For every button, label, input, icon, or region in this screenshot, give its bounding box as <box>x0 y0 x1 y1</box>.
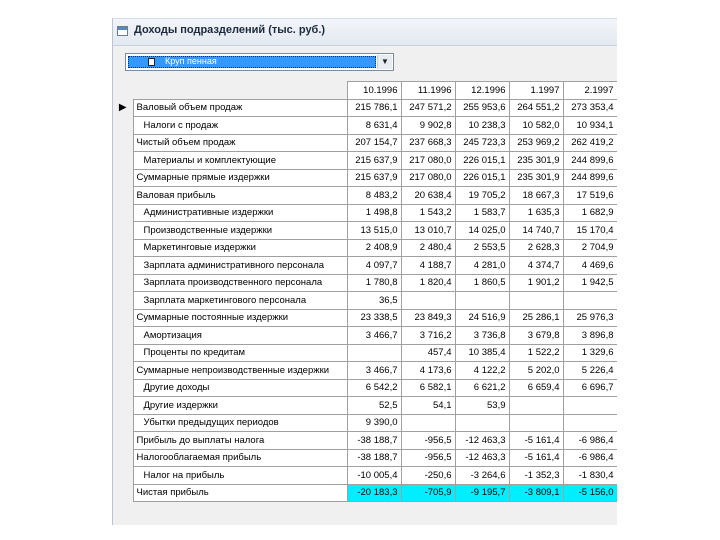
table-cell[interactable]: 5 202,0 <box>509 362 563 380</box>
income-grid <box>113 81 617 502</box>
table-cell[interactable]: 237 668,3 <box>401 134 455 152</box>
row-label[interactable]: Амортизация <box>133 327 347 345</box>
table-row[interactable] <box>113 309 617 327</box>
table-row[interactable] <box>113 152 617 170</box>
row-label[interactable]: Суммарные постоянные издержки <box>133 309 347 327</box>
table-cell[interactable]: -10 005,4 <box>347 467 401 485</box>
row-indicator[interactable] <box>113 432 133 450</box>
table-cell[interactable]: 245 723,3 <box>455 134 509 152</box>
table-cell[interactable] <box>455 414 509 432</box>
column-header[interactable]: 10.1996 <box>347 82 401 100</box>
table-row[interactable] <box>113 484 617 502</box>
table-cell[interactable]: 262 419,2 <box>563 134 617 152</box>
table-cell[interactable]: -1 830,4 <box>563 467 617 485</box>
table-cell[interactable]: 1 682,9 <box>563 204 617 222</box>
table-cell[interactable]: 4 097,7 <box>347 257 401 275</box>
table-cell[interactable]: 235 301,9 <box>509 152 563 170</box>
row-indicator[interactable] <box>113 344 133 362</box>
dropdown-arrow-icon[interactable]: ▼ <box>377 55 392 69</box>
table-cell[interactable] <box>509 292 563 310</box>
table-cell[interactable] <box>509 397 563 415</box>
row-label[interactable]: Валовый объем продаж <box>133 99 347 117</box>
table-cell[interactable]: 1 522,2 <box>509 344 563 362</box>
table-cell[interactable]: 23 849,3 <box>401 309 455 327</box>
row-label[interactable]: Материалы и комплектующие <box>133 152 347 170</box>
table-cell[interactable]: -5 161,4 <box>509 432 563 450</box>
table-cell[interactable]: 1 942,5 <box>563 274 617 292</box>
table-cell[interactable]: 8 483,2 <box>347 187 401 205</box>
table-cell[interactable]: 4 281,0 <box>455 257 509 275</box>
table-cell[interactable]: 215 637,9 <box>347 169 401 187</box>
report-window <box>112 18 617 525</box>
table-row[interactable] <box>113 344 617 362</box>
table-cell[interactable]: 247 571,2 <box>401 99 455 117</box>
table-cell[interactable] <box>563 414 617 432</box>
header-label-blank <box>133 82 347 100</box>
table-cell[interactable]: 5 226,4 <box>563 362 617 380</box>
table-row[interactable] <box>113 222 617 240</box>
table-cell[interactable]: -9 195,7 <box>455 484 509 502</box>
table-cell[interactable]: 244 899,6 <box>563 152 617 170</box>
table-cell[interactable] <box>455 292 509 310</box>
row-indicator[interactable] <box>113 362 133 380</box>
row-indicator[interactable] <box>113 257 133 275</box>
table-cell[interactable]: 273 353,4 <box>563 99 617 117</box>
column-header[interactable]: 1.1997 <box>509 82 563 100</box>
table-cell[interactable]: 1 901,2 <box>509 274 563 292</box>
table-cell[interactable]: 1 780,8 <box>347 274 401 292</box>
table-cell[interactable]: 10 238,3 <box>455 117 509 135</box>
table-row[interactable] <box>113 134 617 152</box>
row-label[interactable]: Суммарные прямые издержки <box>133 169 347 187</box>
row-indicator[interactable] <box>113 379 133 397</box>
column-header[interactable]: 11.1996 <box>401 82 455 100</box>
table-cell[interactable]: 9 390,0 <box>347 414 401 432</box>
table-cell[interactable]: 54,1 <box>401 397 455 415</box>
table-cell[interactable]: 10 385,4 <box>455 344 509 362</box>
table-cell[interactable]: 19 705,2 <box>455 187 509 205</box>
row-indicator[interactable] <box>113 222 133 240</box>
table-row[interactable] <box>113 414 617 432</box>
row-indicator[interactable] <box>113 309 133 327</box>
table-cell[interactable]: -956,5 <box>401 449 455 467</box>
table-cell[interactable]: 1 820,4 <box>401 274 455 292</box>
table-cell[interactable]: 6 659,4 <box>509 379 563 397</box>
table-cell[interactable] <box>401 292 455 310</box>
table-row[interactable] <box>113 327 617 345</box>
table-cell[interactable]: -1 352,3 <box>509 467 563 485</box>
table-row[interactable] <box>113 257 617 275</box>
table-cell[interactable]: 244 899,6 <box>563 169 617 187</box>
row-label[interactable]: Зарплата производственного персонала <box>133 274 347 292</box>
table-cell[interactable]: -3 809,1 <box>509 484 563 502</box>
table-cell[interactable]: 3 896,8 <box>563 327 617 345</box>
table-cell[interactable]: -6 986,4 <box>563 432 617 450</box>
table-cell[interactable]: 24 516,9 <box>455 309 509 327</box>
row-label[interactable]: Суммарные непроизводственные издержки <box>133 362 347 380</box>
table-row[interactable] <box>113 169 617 187</box>
table-cell[interactable]: -6 986,4 <box>563 449 617 467</box>
division-select-highlight <box>128 56 376 68</box>
table-cell[interactable]: -12 463,3 <box>455 449 509 467</box>
table-cell[interactable]: 3 716,2 <box>401 327 455 345</box>
table-cell[interactable]: 4 188,7 <box>401 257 455 275</box>
table-cell[interactable]: 1 583,7 <box>455 204 509 222</box>
row-label[interactable]: Валовая прибыль <box>133 187 347 205</box>
row-label[interactable]: Прибыль до выплаты налога <box>133 432 347 450</box>
column-header[interactable]: 2.1997 <box>563 82 617 100</box>
table-cell[interactable]: 2 408,9 <box>347 239 401 257</box>
table-cell[interactable]: 1 635,3 <box>509 204 563 222</box>
table-cell[interactable]: 457,4 <box>401 344 455 362</box>
table-cell[interactable]: 14 025,0 <box>455 222 509 240</box>
table-row[interactable] <box>113 449 617 467</box>
table-cell[interactable]: 10 582,0 <box>509 117 563 135</box>
table-cell[interactable]: 4 122,2 <box>455 362 509 380</box>
table-cell[interactable]: 4 173,6 <box>401 362 455 380</box>
row-indicator[interactable] <box>113 292 133 310</box>
table-cell[interactable]: 3 736,8 <box>455 327 509 345</box>
row-label[interactable]: Чистый объем продаж <box>133 134 347 152</box>
row-indicator[interactable] <box>113 449 133 467</box>
table-cell[interactable]: 13 515,0 <box>347 222 401 240</box>
window-app-icon <box>117 26 128 36</box>
row-label[interactable]: Убытки предыдущих периодов <box>133 414 347 432</box>
row-label[interactable]: Другие издержки <box>133 397 347 415</box>
table-row[interactable] <box>113 379 617 397</box>
table-row[interactable] <box>113 432 617 450</box>
table-cell[interactable]: 1 498,8 <box>347 204 401 222</box>
table-cell[interactable]: 36,5 <box>347 292 401 310</box>
table-row[interactable] <box>113 117 617 135</box>
table-row[interactable] <box>113 467 617 485</box>
row-indicator[interactable] <box>113 397 133 415</box>
table-cell[interactable]: 226 015,1 <box>455 152 509 170</box>
table-cell[interactable]: 17 519,6 <box>563 187 617 205</box>
header-corner <box>113 82 133 100</box>
table-row[interactable] <box>113 362 617 380</box>
row-label[interactable]: Проценты по кредитам <box>133 344 347 362</box>
table-row[interactable] <box>113 187 617 205</box>
row-label[interactable]: Маркетинговые издержки <box>133 239 347 257</box>
division-select[interactable] <box>125 53 394 71</box>
table-row[interactable] <box>113 239 617 257</box>
table-row[interactable] <box>113 274 617 292</box>
table-cell[interactable]: 1 860,5 <box>455 274 509 292</box>
window-title: Доходы подразделений (тыс. руб.) <box>134 24 326 36</box>
table-cell[interactable]: 6 696,7 <box>563 379 617 397</box>
table-cell[interactable]: 6 621,2 <box>455 379 509 397</box>
table-cell[interactable]: 13 010,7 <box>401 222 455 240</box>
table-cell[interactable]: 15 170,4 <box>563 222 617 240</box>
row-indicator[interactable] <box>113 239 133 257</box>
table-cell[interactable]: 4 374,7 <box>509 257 563 275</box>
table-cell[interactable]: 3 466,7 <box>347 327 401 345</box>
title-bar[interactable] <box>113 19 617 46</box>
table-cell[interactable]: 18 667,3 <box>509 187 563 205</box>
table-cell[interactable] <box>401 414 455 432</box>
table-cell[interactable]: -20 183,3 <box>347 484 401 502</box>
table-cell[interactable]: -5 161,4 <box>509 449 563 467</box>
table-cell[interactable]: 2 553,5 <box>455 239 509 257</box>
table-cell[interactable]: 25 976,3 <box>563 309 617 327</box>
row-label[interactable]: Административные издержки <box>133 204 347 222</box>
row-indicator[interactable] <box>113 169 133 187</box>
table-row[interactable] <box>113 292 617 310</box>
document-icon <box>148 58 155 66</box>
row-indicator[interactable] <box>113 117 133 135</box>
table-cell[interactable]: 10 934,1 <box>563 117 617 135</box>
table-cell[interactable]: 235 301,9 <box>509 169 563 187</box>
table-cell[interactable]: 217 080,0 <box>401 152 455 170</box>
table-row[interactable] <box>113 204 617 222</box>
table-cell[interactable]: -705,9 <box>401 484 455 502</box>
table-cell[interactable]: 217 080,0 <box>401 169 455 187</box>
row-indicator[interactable] <box>113 274 133 292</box>
table-cell[interactable] <box>509 414 563 432</box>
row-indicator[interactable] <box>113 152 133 170</box>
table-cell[interactable]: 3 679,8 <box>509 327 563 345</box>
table-cell[interactable]: 2 704,9 <box>563 239 617 257</box>
table-cell[interactable]: 1 543,2 <box>401 204 455 222</box>
table-cell[interactable]: 53,9 <box>455 397 509 415</box>
table-cell[interactable]: -250,6 <box>401 467 455 485</box>
table-row[interactable] <box>113 397 617 415</box>
row-label[interactable]: Налогооблагаемая прибыль <box>133 449 347 467</box>
row-indicator[interactable] <box>113 327 133 345</box>
table-cell[interactable]: 253 969,2 <box>509 134 563 152</box>
table-cell[interactable]: 4 469,6 <box>563 257 617 275</box>
division-select-value: Круп пенная <box>165 56 217 66</box>
row-indicator[interactable] <box>113 484 133 502</box>
table-cell[interactable]: 255 953,6 <box>455 99 509 117</box>
table-cell[interactable]: 20 638,4 <box>401 187 455 205</box>
table-cell[interactable]: 6 542,2 <box>347 379 401 397</box>
table-cell[interactable]: -3 264,6 <box>455 467 509 485</box>
row-indicator[interactable] <box>113 414 133 432</box>
row-label[interactable]: Другие доходы <box>133 379 347 397</box>
table-cell[interactable]: 2 480,4 <box>401 239 455 257</box>
table-cell[interactable]: 207 154,7 <box>347 134 401 152</box>
table-cell[interactable]: 2 628,3 <box>509 239 563 257</box>
table-cell[interactable] <box>347 344 401 362</box>
table-cell[interactable]: 9 902,8 <box>401 117 455 135</box>
table-cell[interactable]: 264 551,2 <box>509 99 563 117</box>
table-cell[interactable]: -38 188,7 <box>347 432 401 450</box>
table-cell[interactable]: 226 015,1 <box>455 169 509 187</box>
table-cell[interactable]: 52,5 <box>347 397 401 415</box>
row-indicator[interactable] <box>113 467 133 485</box>
row-indicator[interactable] <box>113 204 133 222</box>
table-cell[interactable]: 23 338,5 <box>347 309 401 327</box>
table-cell[interactable]: 14 740,7 <box>509 222 563 240</box>
table-cell[interactable]: 3 466,7 <box>347 362 401 380</box>
table-cell[interactable]: 215 637,9 <box>347 152 401 170</box>
table-cell[interactable]: -12 463,3 <box>455 432 509 450</box>
table-cell[interactable]: 215 786,1 <box>347 99 401 117</box>
row-label[interactable]: Чистая прибыль <box>133 484 347 502</box>
row-label[interactable]: Налоги с продаж <box>133 117 347 135</box>
table-cell[interactable]: 25 286,1 <box>509 309 563 327</box>
table-cell[interactable] <box>563 292 617 310</box>
row-indicator[interactable] <box>113 187 133 205</box>
column-header[interactable]: 12.1996 <box>455 82 509 100</box>
row-indicator[interactable] <box>113 134 133 152</box>
row-pointer-icon[interactable]: ▶ <box>113 99 133 117</box>
table-cell[interactable]: -956,5 <box>401 432 455 450</box>
row-label[interactable]: Зарплата маркетингового персонала <box>133 292 347 310</box>
row-label[interactable]: Производственные издержки <box>133 222 347 240</box>
table-cell[interactable] <box>563 397 617 415</box>
row-label[interactable]: Налог на прибыль <box>133 467 347 485</box>
table-cell[interactable]: 6 582,1 <box>401 379 455 397</box>
row-label[interactable]: Зарплата административного персонала <box>133 257 347 275</box>
table-cell[interactable]: 8 631,4 <box>347 117 401 135</box>
table-cell[interactable]: -38 188,7 <box>347 449 401 467</box>
table-row[interactable] <box>113 99 617 117</box>
table-cell[interactable]: 1 329,6 <box>563 344 617 362</box>
table-cell[interactable]: -5 156,0 <box>563 484 617 502</box>
